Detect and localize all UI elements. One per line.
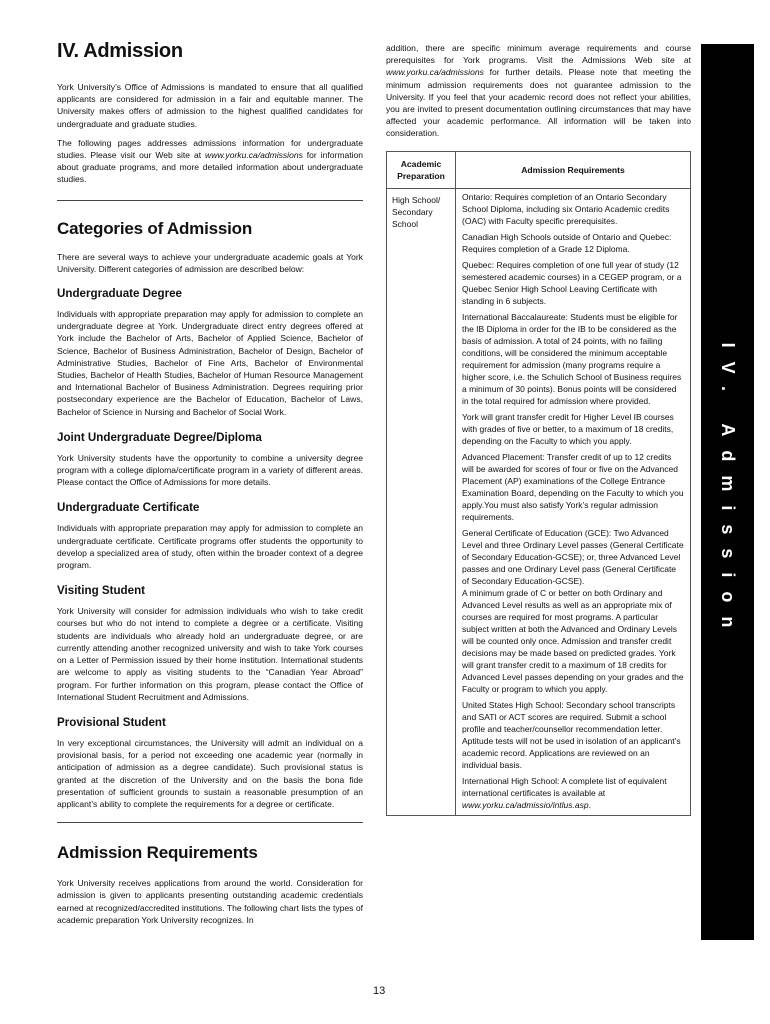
table-row — [387, 188, 691, 815]
requirement-item: Ontario: Requires completion of an Ontario Secondary School Diploma, including six Ontario Academic credits (OAC) with Faculty specific prerequisites. — [462, 191, 670, 226]
intro-paragraph-1: York University’s Office of Admissions is mandated to ensure that all qualified applicants are considered for admission in a fair and equitable manner. The University makes offers of admission to the highest qualified candidates for undergraduate and graduate studies. — [57, 82, 363, 129]
requirement-item: A minimum grade of C or better on both Ordinary and Advanced Level results as well as an appropriate mix of courses are required for most programs. A particular subject written at both the Advanced and Ordinary Levels will be counted only once. Admission and transfer credit decisions may be made based on predicted grades. York will grant transfer credit to a maximum of 18 credits for Advanced Level passes depending on your grades and the Faculty or program to which you apply. — [462, 587, 684, 694]
left-column — [57, 40, 363, 933]
category-heading: Joint Undergraduate Degree/Diploma — [57, 430, 262, 444]
admission-requirements-table — [386, 151, 691, 816]
column-header-preparation: Academic Preparation — [387, 151, 456, 188]
requirement-item: United States High School: Secondary school transcripts and SATI or ACT scores are required. Submit a school profile and teacher/counsellor recommendation letter. Aptitude tests will not be used in isolation of an applicant’s academic record. Applications are reviewed on an individual basis. — [462, 699, 681, 770]
page-title: IV. Admission — [57, 40, 183, 62]
category-text: Individuals with appropriate preparation may apply for admission to complete an undergraduate certificate. Certificate programs offer students the opportunity to develop a specialized area of study, often within the broader context of a degree program. — [57, 523, 363, 571]
intro-paragraph-2-text: The following pages addresses admissions information for undergraduate studies. Please visit our Web site at — [57, 137, 363, 161]
requirements-continued-tail: for further details. Please note that meeting the minimum admission requirements does not guarantee admission to the University. If you feel that your academic record does not reflect your abilities, you are invited to present documentation outlining circumstances that may have affected your academic performance. All information will be taken into consideration. — [386, 67, 691, 139]
requirements-title: Admission Requirements — [57, 843, 258, 863]
categories-title: Categories of Admission — [57, 218, 253, 238]
requirements-cell — [456, 188, 691, 815]
categories-intro: There are several ways to achieve your undergraduate academic goals at York University. Different categories of admission are described below: — [57, 251, 363, 274]
requirement-item — [462, 775, 684, 811]
requirements-continued — [386, 42, 691, 140]
requirement-item: Advanced Placement: Transfer credit of up to 12 credits will be awarded for scores of four or five on the Advanced Placement (AP) examinations of the College Entrance Examination Board, depending on the Faculty to which you apply.You must also satisfy York’s regular admission requirements. — [462, 451, 684, 522]
category-text: Individuals with appropriate preparation may apply for admission to complete an undergraduate degree at York. Undergraduate direct entry degrees offered at York include the Bachelor of Arts, Bachelor of Applied Science, Bachelor of Science, Bachelor of Business Administration, Bachelor of Design, Bachelor of Administrative Studies, Bachelor of Fine Arts, Bachelor of Environmental Studies, Bachelor of Health Studies, Bachelor of Human Resource Management and International Bachelor of Business Administration. Degrees requiring prior postsecondary experience are the Bachelor of Education, Bachelor of Laws, Bachelor of Science in Nursing and Bachelor of Social Work. — [57, 309, 363, 417]
requirement-item: Canadian High Schools outside of Ontario and Quebec: Requires completion of a Grade 12 Diploma. — [462, 231, 672, 254]
international-text: International High School: A complete list of equivalent international certificates is available at — [462, 775, 667, 798]
category-heading: Visiting Student — [57, 584, 146, 598]
section-tab — [701, 44, 754, 940]
category-heading: Undergraduate Certificate — [57, 501, 200, 515]
section-divider — [57, 200, 363, 201]
page-number: 13 — [373, 985, 386, 997]
section-divider — [57, 822, 363, 823]
intro-paragraph-2-tail: for information about graduate programs, and more detailed information about undergraduate studies. — [57, 150, 363, 185]
category-heading: Undergraduate Degree — [57, 287, 182, 301]
requirements-text: York University receives applications from around the world. Consideration for admission is given to applicants presenting outstanding academic credentials earned at recognized/accredited institutions. The following chart lists the types of academic preparation York University recognizes. In — [57, 878, 363, 925]
right-column — [386, 42, 691, 816]
category-text: York University will consider for admission individuals who wish to take credit courses but who do not intend to complete a degree or a certificate. Visiting students are individuals who already hold an undergraduate degree, or are currently attending another recognized university and wish to take York courses on a Letter of Permission issued by their home institution. International students are welcome to apply as visiting students to the “Canadian Year Abroad” program. For further information on this program, please contact the Office of International Student Recruitment and Admissions. — [57, 606, 363, 702]
international-tail: . — [588, 799, 591, 810]
international-url[interactable]: www.yorku.ca/admissio/intlus.asp — [462, 799, 589, 810]
category-heading: Provisional Student — [57, 715, 166, 729]
admissions-url[interactable]: www.yorku.ca/admissions — [205, 150, 303, 161]
category-text: In very exceptional circumstances, the University will admit an individual on a provisional basis, for a period not exceeding one academic year (normally in anticipation of admission as a degree candidate). Such provisional status is granted at the discretion of the University and on the basis the bona fide presentation of sufficient grounds to sustain a reasonable presumption of an applicant’s ability to complete the requirements for a degree or certificate. — [57, 737, 363, 809]
requirements-continued-text: addition, there are specific minimum average requirements and course prerequisites for York programs. Visit the Admissions Web site at — [386, 43, 691, 66]
intro-paragraph-2 — [57, 137, 363, 186]
section-tab-label: IV. Admission — [718, 342, 738, 642]
requirement-item: General Certificate of Education (GCE): Two Advanced Level and three Ordinary Level passes (General Certificate of Secondary Education-GCSE); or, three Advanced Level passes and one Ordinary Level pass (General Certificate of Secondary Education-GCSE). — [462, 527, 684, 586]
requirement-item: International Baccalaureate: Students must be eligible for the IB Diploma in order for the IB to be considered as the basis of admission. A total of 24 points, with no failing conditions, will be considered the minimum acceptable requirement for admission (many programs require a higher score, i.e. the Schulich School of Business requires a minimum of 30 points). Bonus points will be considered in the total required for admission where provided. — [462, 311, 682, 406]
category-text: York University students have the opportunity to combine a university degree program with a college diploma/certificate program in a variety of different areas. Please contact the Office of Admissions for more details. — [57, 452, 363, 488]
requirement-item: York will grant transfer credit for Higher Level IB courses with grades of five or better, to a maximum of 18 credits, depending on the Faculty to which you apply. — [462, 411, 674, 446]
requirement-item: Quebec: Requires completion of one full year of study (12 semestered academic courses) in a CEGEP program, or a Quebec Senior High School Leaving Certificate with standing in 6 subjects. — [462, 259, 682, 306]
admissions-url[interactable]: www.yorku.ca/admissions — [386, 67, 484, 78]
preparation-cell: High School/ Secondary School — [387, 188, 456, 815]
column-header-requirements: Admission Requirements — [456, 151, 691, 188]
